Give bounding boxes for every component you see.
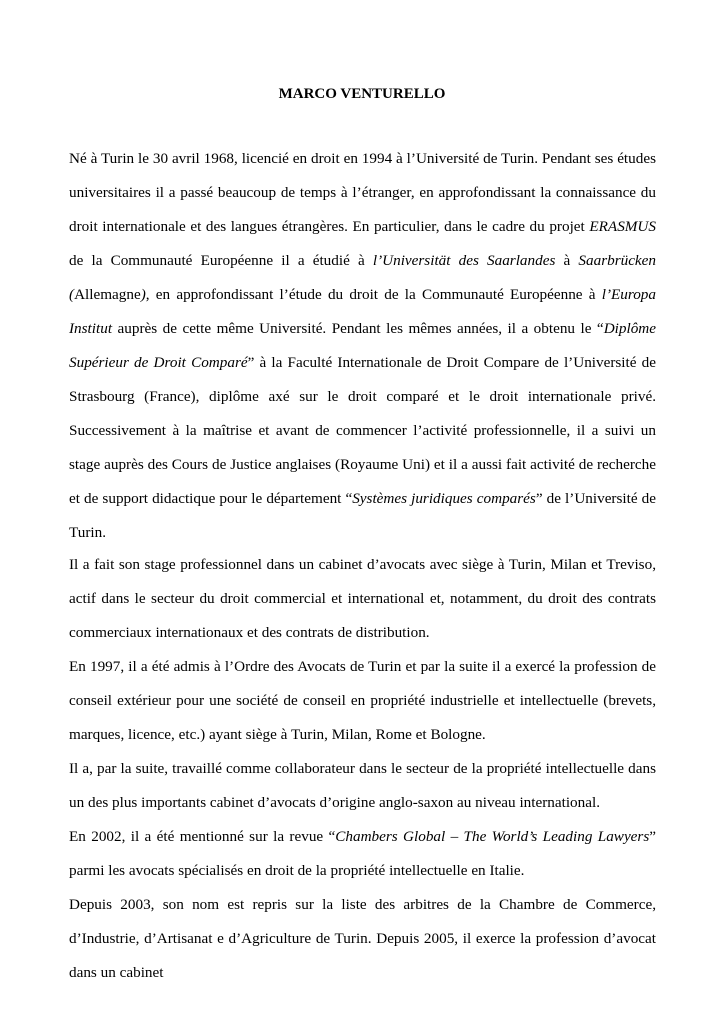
- paragraph-education: [69, 142, 656, 550]
- text-run-italic: Systèmes juridiques comparés: [352, 490, 536, 507]
- text-run-italic: Diplôme Supérieur de Droit Comparé: [69, 320, 656, 371]
- text-run-italic: ): [140, 286, 146, 303]
- text-run: Allemagne: [74, 286, 141, 303]
- text-run: auprès de cette même Université. Pendant les mêmes années, il a obtenu le “: [112, 320, 604, 337]
- text-run: ” à la Faculté Internationale de Droit Compare de l’Université de Strasbourg (France), diplôme axé sur le droit comparé et le droit internationale privé. Successivement à la maîtrise et avant de commencer l’activité professionnelle, il a suivi un stage auprès des Cours de Justice anglaises (Royaume Uni) et il a aussi fait activité de recherche et de support didactique pour le département “: [69, 354, 656, 507]
- text-run: ” de l’Université de Turin.: [69, 490, 656, 541]
- text-run: Né à Turin le 30 avril 1968, licencié en droit en 1994 à l’Université de Turin. Pendant ses études universitaires il a passé beaucoup de temps à l’étranger, en approfondissant la connaissance du droit internationale et des langues étrangères. En particulier, dans le cadre du projet: [69, 150, 656, 235]
- biography-intro: [69, 142, 656, 550]
- text-run: , en approfondissant l’étude du droit de la Communauté Européenne à: [145, 286, 602, 303]
- text-run: de la Communauté Européenne il a étudié à: [69, 252, 373, 269]
- paragraph-arbitration: Depuis 2003, son nom est repris sur la liste des arbitres de la Chambre de Commerce, d’Industrie, d’Artisanat e d’Agriculture de Turin. Depuis 2005, il exerce la profession d’avocat dans un cabinet: [69, 896, 656, 981]
- text-run-italic: ERASMUS: [589, 218, 656, 235]
- paragraph-internship: Il a fait son stage professionnel dans un cabinet d’avocats avec siège à Turin, Milan et Treviso, actif dans le secteur du droit commercial et international et, notamment, du droit des contrats commerciaux internationaux et des contrats de distribution.: [69, 556, 656, 641]
- document-title: MARCO VENTURELLO: [278, 86, 446, 102]
- text-run: ” parmi les avocats spécialisés en droit de la propriété intellectuelle en Italie.: [69, 828, 656, 879]
- biography-career: [69, 548, 656, 990]
- paragraph-collaborator: Il a, par la suite, travaillé comme collaborateur dans le secteur de la propriété intellectuelle dans un des plus importants cabinet d’avocats d’origine anglo-saxon au niveau international.: [69, 760, 656, 811]
- text-run-italic: Chambers Global – The World’s Leading Lawyers: [335, 828, 650, 845]
- paragraph-bar-admission: En 1997, il a été admis à l’Ordre des Avocats de Turin et par la suite il a exercé la profession de conseil extérieur pour une société de conseil en propriété industrielle et intellectuelle (brevets, marques, licence, etc.) ayant siège à Turin, Milan, Rome et Bologne.: [69, 658, 656, 743]
- text-run-italic: l’Europa Institut: [69, 286, 656, 337]
- text-run-italic: Saarbrücken (: [69, 252, 657, 303]
- text-run-italic: l’Universität des Saarlandes: [372, 252, 556, 269]
- text-run: En 2002, il a été mentionné sur la revue “: [69, 828, 336, 845]
- paragraph-chambers: [69, 820, 656, 888]
- text-run: à: [555, 252, 579, 269]
